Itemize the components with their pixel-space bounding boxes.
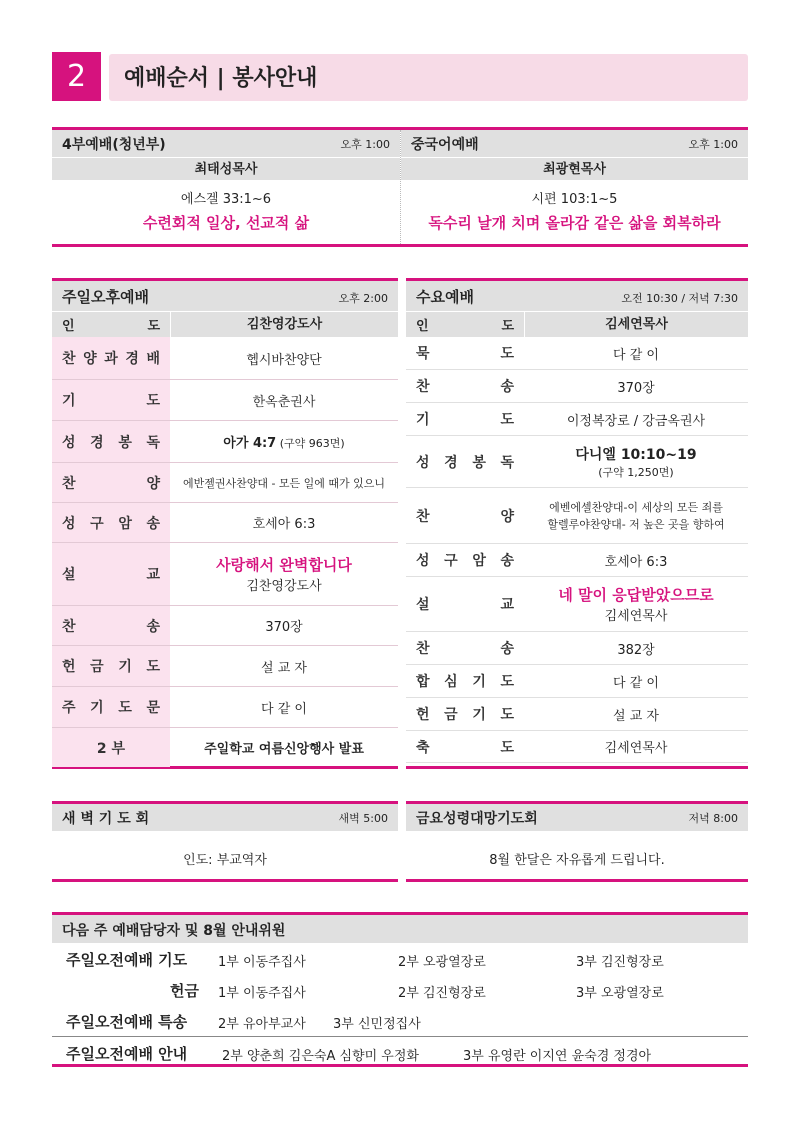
table-row: 묵 도 다 같 이 <box>406 337 748 370</box>
table-row: 찬 양 에반젤권사찬양대 - 모든 일에 때가 있으니 <box>52 463 398 503</box>
wednesday-service <box>406 278 748 769</box>
table-row: 2 부 주일학교 여름신앙행사 발표 <box>52 728 398 767</box>
youth-scripture: 에스겔 33:1~6 <box>180 192 272 207</box>
table-row: 기 도 한옥춘권사 <box>52 380 398 421</box>
friday-body: 8월 한달은 자유롭게 드립니다. <box>489 853 665 868</box>
chinese-service <box>400 130 748 244</box>
afternoon-service <box>52 278 398 769</box>
afternoon-leader-row: 인 도 김찬영강도사 <box>52 311 398 337</box>
dawn-prayer <box>52 801 398 882</box>
page-header <box>52 52 748 104</box>
wednesday-leader: 김세연목사 <box>524 312 748 337</box>
chinese-scripture: 시편 103:1~5 <box>531 192 618 207</box>
table-row: 성 구 암 송 호세아 6:3 <box>52 503 398 543</box>
table-row: 헌 금 기 도 설 교 자 <box>52 646 398 687</box>
wednesday-title: 수요예배 <box>416 288 474 306</box>
chinese-sermon: 독수리 날개 치며 올라감 같은 삶을 회복하라 <box>428 214 721 232</box>
table-row: 설 교 사랑해서 완벽합니다 김찬영강도사 <box>52 543 398 606</box>
table-row: 주 기 도 문 다 같 이 <box>52 687 398 728</box>
table-row: 합 심 기 도 다 같 이 <box>406 665 748 698</box>
afternoon-time: 오후 2:00 <box>338 292 388 305</box>
table-row: 찬 양 에벤에셀찬양대-이 세상의 모든 죄를 할렐루야찬양대- 저 높은 곳을 향하여 <box>406 488 748 544</box>
next-week-duty <box>52 912 748 1067</box>
table-row: 설 교 네 말이 응답받았으므로 김세연목사 <box>406 577 748 632</box>
table-row: 헌 금 기 도 설 교 자 <box>406 698 748 731</box>
chinese-time: 오후 1:00 <box>688 138 738 151</box>
afternoon-title: 주일오후예배 <box>62 288 149 306</box>
friday-prayer <box>406 801 748 882</box>
table-row: 찬 송 370장 <box>406 370 748 403</box>
youth-title: 4부예배(청년부) <box>62 137 166 153</box>
dawn-body: 인도: 부교역자 <box>183 853 267 868</box>
youth-service <box>52 130 400 244</box>
table-row: 성 경 봉 독 아가 4:7 (구약 963면) <box>52 421 398 463</box>
dawn-time: 새벽 5:00 <box>338 812 388 825</box>
dawn-title: 새 벽 기 도 회 <box>62 811 150 827</box>
youth-time: 오후 1:00 <box>340 138 390 151</box>
youth-chinese-services <box>52 127 748 247</box>
table-row: 축 도 김세연목사 <box>406 731 748 763</box>
page-title: 예배순서 | 봉사안내 <box>124 66 318 91</box>
wednesday-time: 오전 10:30 / 저녁 7:30 <box>621 292 738 305</box>
youth-sermon: 수련회적 일상, 선교적 삶 <box>142 214 310 232</box>
table-row: 성 경 봉 독 다니엘 10:10~19 (구약 1,250면) <box>406 436 748 488</box>
table-row: 찬 송 382장 <box>406 632 748 665</box>
chinese-title: 중국어예배 <box>411 137 479 153</box>
duty-prayer-row: 주일오전예배 기도 1부 이동주집사 2부 오광열장로 3부 김진형장로 <box>66 951 664 970</box>
duty-title: 다음 주 예배담당자 및 8월 안내위원 <box>52 915 748 943</box>
table-row: 기 도 이정복장로 / 강금옥권사 <box>406 403 748 436</box>
duty-offering-row: 헌금 1부 이동주집사 2부 김진형장로 3부 오광열장로 <box>170 982 664 1001</box>
table-row: 성 구 암 송 호세아 6:3 <box>406 544 748 577</box>
duty-special-row: 주일오전예배 특송 2부 유아부교사 3부 신민정집사 <box>66 1013 421 1032</box>
table-row: 찬 양 과 경 배 헵시바찬양단 <box>52 337 398 380</box>
chinese-preacher: 최광현목사 <box>401 157 748 180</box>
youth-preacher: 최태성목사 <box>52 157 400 180</box>
section-number: 2 <box>52 52 101 101</box>
afternoon-leader: 김찬영강도사 <box>170 312 398 337</box>
duty-guide-row: 주일오전예배 안내 2부 양춘희 김은숙A 심향미 우정화 3부 유영란 이지연 윤숙경 정경아 <box>52 1036 748 1067</box>
table-row: 찬 송 370장 <box>52 606 398 646</box>
friday-time: 저녁 8:00 <box>688 812 738 825</box>
friday-title: 금요성령대망기도회 <box>416 811 538 827</box>
wednesday-leader-row: 인 도 김세연목사 <box>406 311 748 337</box>
